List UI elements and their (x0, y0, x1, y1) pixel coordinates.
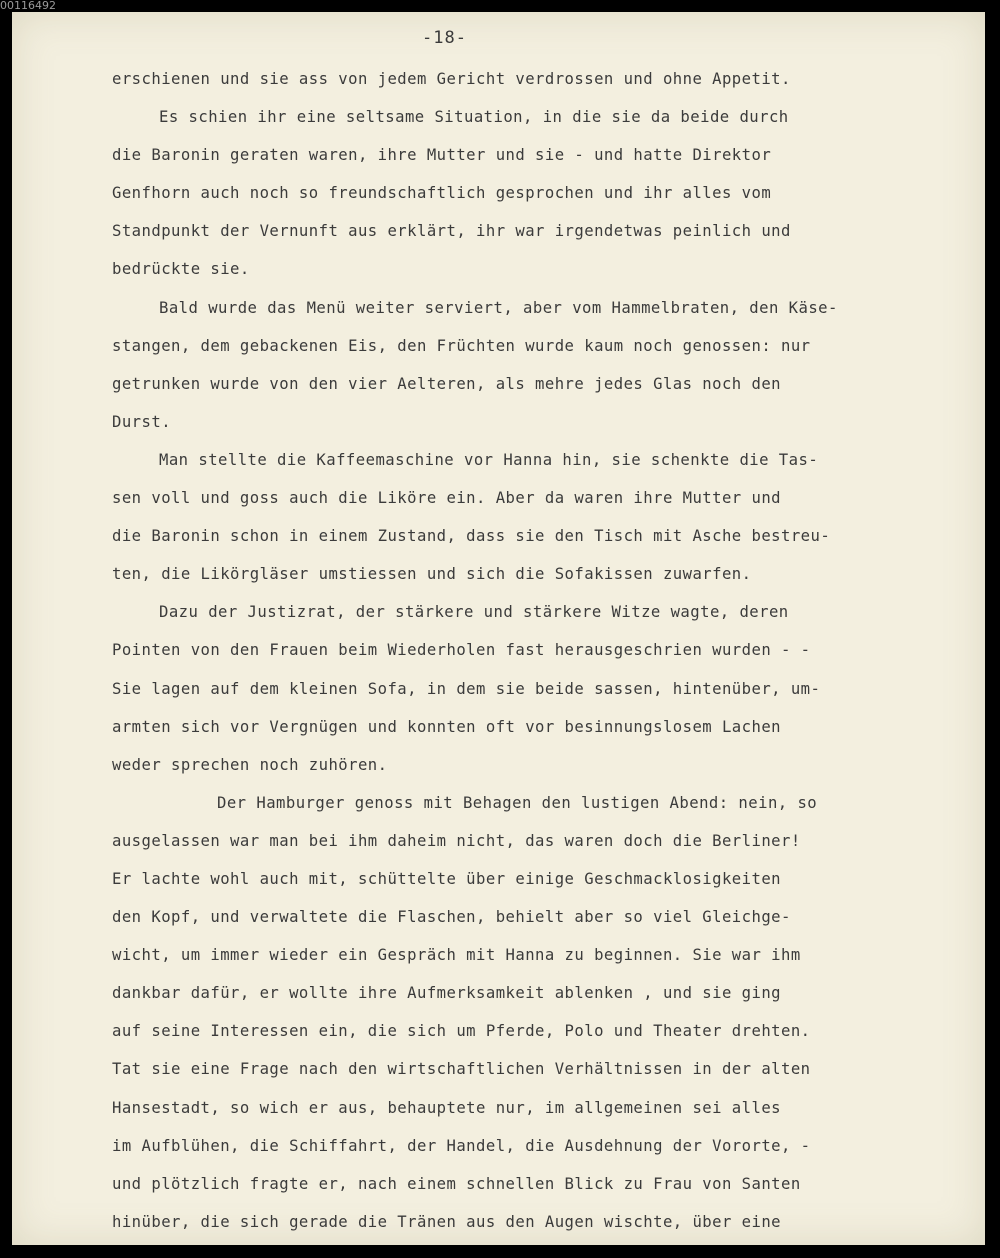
text-line: hinüber, die sich gerade die Tränen aus den Augen wischte, über eine (112, 1212, 781, 1231)
text-line: bedrückte sie. (112, 260, 250, 279)
text-line: stangen, dem gebackenen Eis, den Früchten wurde kaum noch genossen: nur (112, 336, 811, 355)
text-line: auf seine Interessen ein, die sich um Pferde, Polo und Theater drehten. (112, 1022, 811, 1041)
body-text (112, 60, 972, 1241)
text-line: den Kopf, und verwaltete die Flaschen, behielt aber so viel Gleichge- (112, 908, 791, 927)
text-line: armten sich vor Vergnügen und konnten oft vor besinnungslosem Lachen (112, 717, 781, 736)
text-line: Bald wurde das Menü weiter serviert, aber vom Hammelbraten, den Käse- (159, 298, 838, 317)
text-line: weder sprechen noch zuhören. (112, 755, 388, 774)
text-line: Tat sie eine Frage nach den wirtschaftlichen Verhältnissen in der alten (112, 1060, 811, 1079)
typewritten-page (12, 12, 985, 1245)
text-line: ausgelassen war man bei ihm daheim nicht, das waren doch die Berliner! (112, 831, 801, 850)
text-line: und plötzlich fragte er, nach einem schnellen Blick zu Frau von Santen (112, 1174, 801, 1193)
text-line: Pointen von den Frauen beim Wiederholen fast herausgeschrien wurden - - (112, 641, 811, 660)
text-line: die Baronin geraten waren, ihre Mutter und sie - und hatte Direktor (112, 146, 772, 165)
text-line: Es schien ihr eine seltsame Situation, in die sie da beide durch (159, 108, 789, 127)
text-line: Genfhorn auch noch so freundschaftlich gesprochen und ihr alles vom (112, 184, 772, 203)
text-line: Der Hamburger genoss mit Behagen den lustigen Abend: nein, so (217, 793, 818, 812)
text-line: Hansestadt, so wich er aus, behauptete nur, im allgemeinen sei alles (112, 1098, 781, 1117)
text-line: Standpunkt der Vernunft aus erklärt, ihr war irgendetwas peinlich und (112, 222, 791, 241)
text-line: erschienen und sie ass von jedem Gericht verdrossen und ohne Appetit. (112, 70, 791, 88)
text-line: Durst. (112, 412, 172, 431)
text-line: im Aufblühen, die Schiffahrt, der Handel, die Ausdehnung der Vororte, - (112, 1136, 811, 1155)
text-line: ten, die Likörgläser umstiessen und sich die Sofakissen zuwarfen. (112, 565, 752, 584)
page-number: -18- (422, 28, 467, 48)
text-line: Dazu der Justizrat, der stärkere und stärkere Witze wagte, deren (159, 603, 789, 622)
text-line: Er lachte wohl auch mit, schüttelte über einige Geschmacklosigkeiten (112, 869, 781, 888)
text-line: getrunken wurde von den vier Aelteren, als mehre jedes Glas noch den (112, 374, 781, 393)
text-line: Sie lagen auf dem kleinen Sofa, in dem sie beide sassen, hintenüber, um- (112, 679, 821, 698)
text-line: die Baronin schon in einem Zustand, dass sie den Tisch mit Asche bestreu- (112, 527, 831, 546)
text-line: wicht, um immer wieder ein Gespräch mit Hanna zu beginnen. Sie war ihm (112, 946, 801, 965)
archive-id-label: 00116492 (0, 0, 56, 12)
text-line: dankbar dafür, er wollte ihre Aufmerksamkeit ablenken , und sie ging (112, 984, 781, 1003)
text-line: sen voll und goss auch die Liköre ein. Aber da waren ihre Mutter und (112, 489, 781, 508)
text-line: Man stellte die Kaffeemaschine vor Hanna hin, sie schenkte die Tas- (159, 450, 819, 469)
